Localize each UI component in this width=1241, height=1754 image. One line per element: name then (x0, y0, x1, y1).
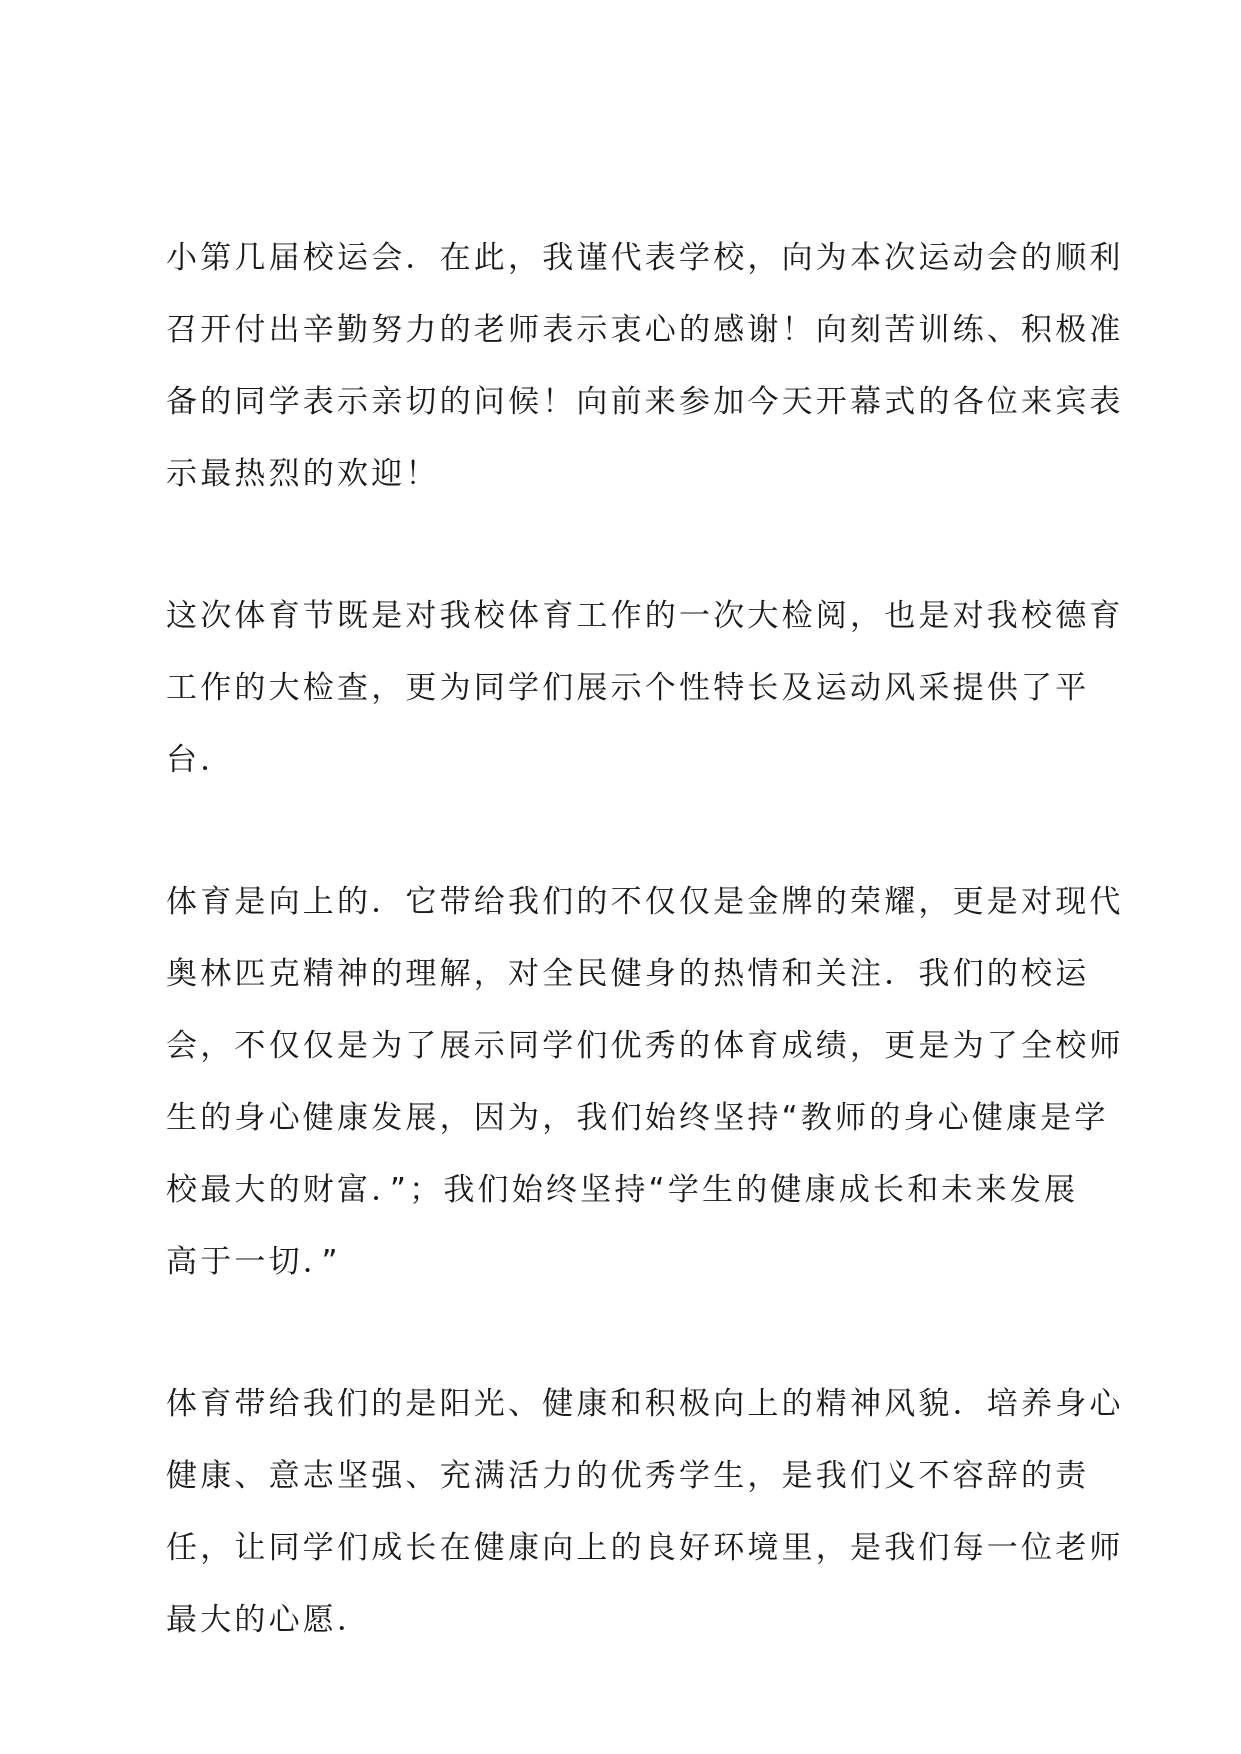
text-line: 小第几届校运会．在此，我谨代表学校，向为本次运动会的顺利 (166, 240, 1124, 276)
text-line: 生的身心健康发展，因为，我们始终坚持“教师的身心健康是学 (166, 1100, 1109, 1136)
text-line: 任，让同学们成长在健康向上的良好环境里，是我们每一位老师 (166, 1530, 1124, 1566)
text-line: 台． (166, 742, 235, 778)
paragraph-2 (166, 580, 1124, 796)
paragraph-3 (166, 866, 1124, 1298)
text-line: 校最大的财富．”；我们始终坚持“学生的健康成长和未来发展 (166, 1172, 1079, 1208)
text-line: 召开付出辛勤努力的老师表示衷心的感谢！向刻苦训练、积极准 (166, 312, 1124, 348)
text-line: 备的同学表示亲切的问候！向前来参加今天开幕式的各位来宾表 (166, 384, 1124, 420)
text-line: 体育是向上的．它带给我们的不仅仅是金牌的荣耀，更是对现代 (166, 884, 1124, 920)
text-line: 健康、意志坚强、充满活力的优秀学生，是我们义不容辞的责 (166, 1458, 1090, 1494)
text-line: 工作的大检查，更为同学们展示个性特长及运动风采提供了平 (166, 670, 1090, 706)
document-body (166, 222, 1124, 1656)
text-line: 体育带给我们的是阳光、健康和积极向上的精神风貌．培养身心 (166, 1386, 1124, 1422)
text-line: 奥林匹克精神的理解，对全民健身的热情和关注．我们的校运 (166, 956, 1090, 992)
text-line: 这次体育节既是对我校体育工作的一次大检阅，也是对我校德育 (166, 598, 1124, 634)
text-line: 高于一切．” (166, 1244, 341, 1280)
paragraph-1 (166, 222, 1124, 510)
text-line: 会，不仅仅是为了展示同学们优秀的体育成绩，更是为了全校师 (166, 1028, 1124, 1064)
text-line: 最大的心愿． (166, 1602, 372, 1638)
paragraph-4 (166, 1368, 1124, 1656)
text-line: 示最热烈的欢迎！ (166, 456, 440, 492)
